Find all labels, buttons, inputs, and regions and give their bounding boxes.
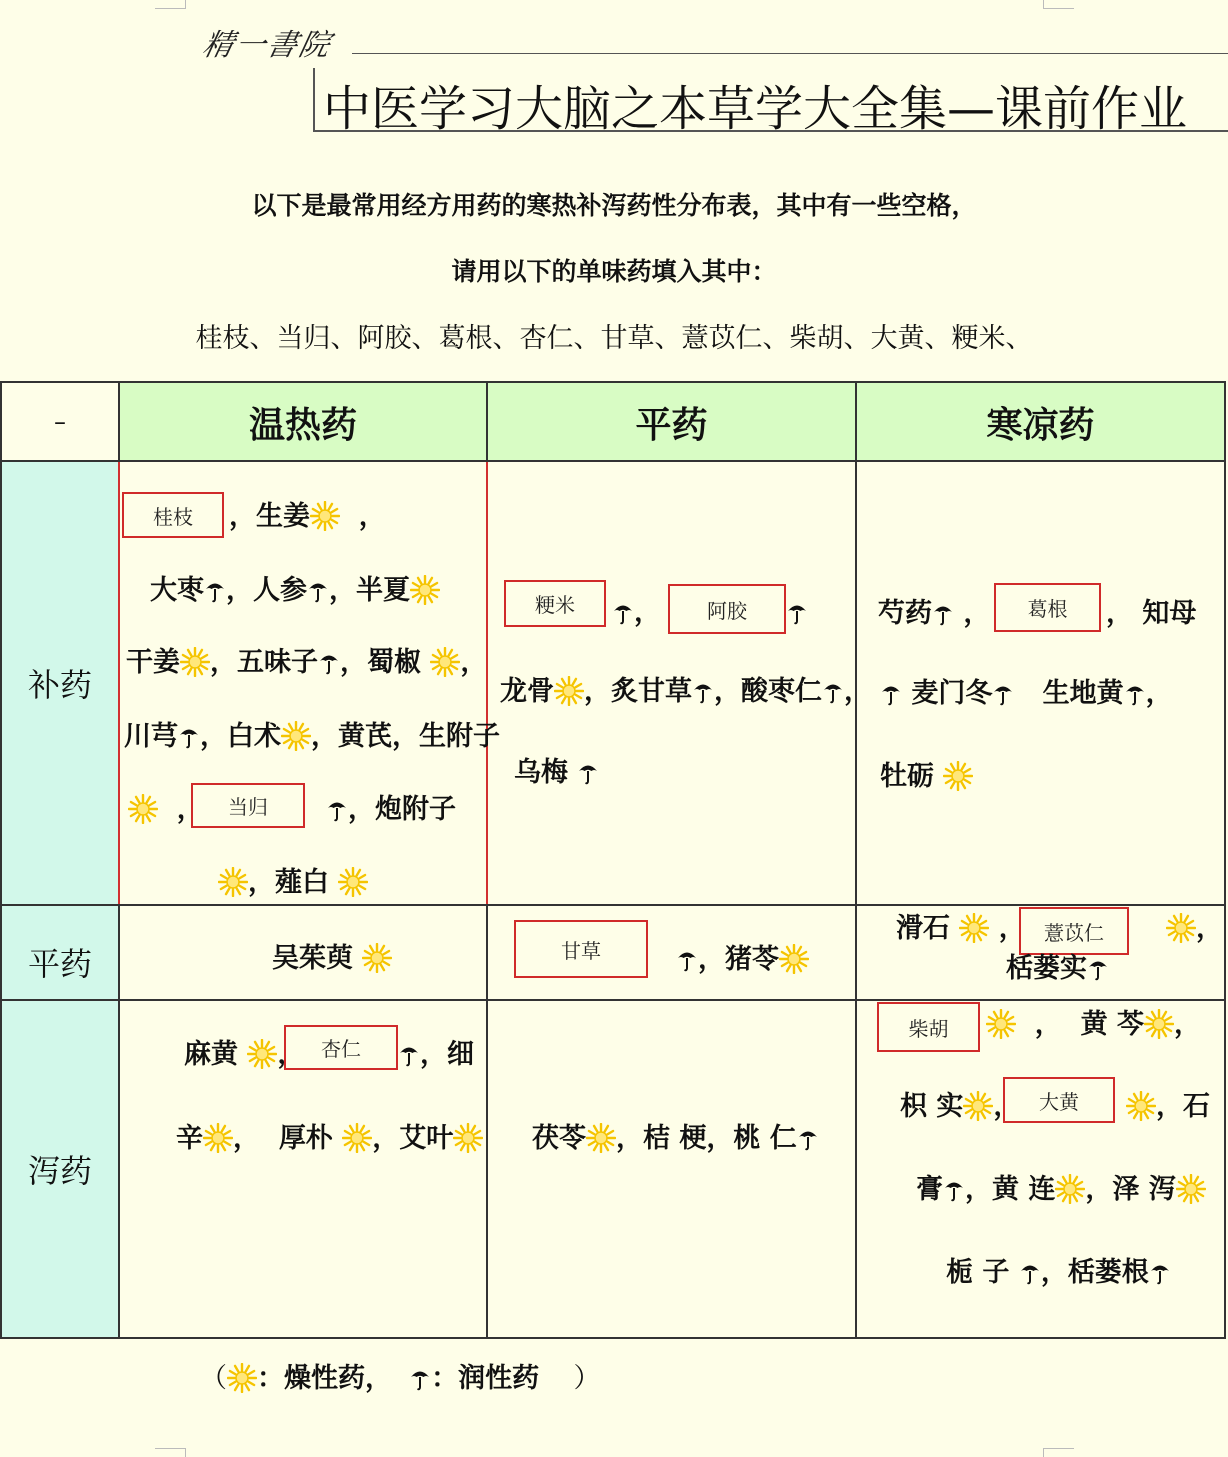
umbrella-icon bbox=[577, 761, 599, 785]
umbrella-icon bbox=[318, 651, 340, 675]
herb-suanzaoren: 酸枣仁 bbox=[741, 676, 822, 707]
sun-icon bbox=[362, 943, 392, 973]
sun-icon bbox=[247, 1039, 277, 1069]
herb-entry: ，生姜 ， bbox=[229, 501, 386, 532]
answer-box-dahuang[interactable]: 大黄 bbox=[1003, 1077, 1115, 1123]
row-label-neutral: 平药 bbox=[27, 944, 92, 983]
sun-icon bbox=[554, 676, 584, 706]
herb-zhishi: 枳 实 bbox=[900, 1091, 964, 1122]
sun-icon bbox=[430, 647, 460, 677]
herb-shaoyao: 芍药 bbox=[878, 598, 932, 629]
umbrella-icon bbox=[307, 579, 329, 603]
herb-mahuang: 麻黄 bbox=[184, 1039, 238, 1070]
herb-entry: ，炮附子 bbox=[326, 793, 456, 827]
herb-entry bbox=[1006, 952, 1109, 986]
umbrella-icon bbox=[1019, 1261, 1041, 1285]
intro-line-1: 以下是最常用经方用药的寒热补泻药性分布表，其中有一些空格， bbox=[251, 191, 977, 220]
herb-paofuzi: 炮附子 bbox=[375, 794, 456, 825]
sun-icon bbox=[338, 867, 368, 897]
umbrella-icon bbox=[326, 798, 348, 822]
herb-dazao: 大枣 bbox=[150, 575, 204, 606]
herb-ganjiang: 干姜 bbox=[126, 647, 180, 678]
herb-fuling: 茯苓 bbox=[532, 1123, 586, 1154]
herb-baizhu: 白术 bbox=[227, 721, 281, 752]
herb-zhimu: 知母 bbox=[1142, 598, 1197, 629]
umbrella-icon bbox=[992, 682, 1014, 706]
sun-icon bbox=[986, 1009, 1016, 1039]
sun-icon bbox=[1144, 1009, 1174, 1039]
sun-icon bbox=[410, 575, 440, 605]
column-header-warm: 温热药 bbox=[248, 404, 357, 446]
answer-box-gancao[interactable]: 甘草 bbox=[514, 920, 648, 978]
umbrella-icon bbox=[880, 682, 902, 706]
umbrella-icon bbox=[409, 1367, 431, 1391]
herb-entry: 膏 ，黄 连 ，泽 泻 bbox=[916, 1173, 1206, 1207]
legend bbox=[200, 1356, 601, 1395]
herb-gualougen: 栝蒌根 bbox=[1067, 1257, 1149, 1288]
herb-shengdihuang: 生地黄 bbox=[1042, 678, 1124, 709]
herb-entry bbox=[514, 756, 599, 790]
answer-box-yiyiren[interactable]: 薏苡仁 bbox=[1019, 907, 1129, 955]
herb-entry: ，石 bbox=[1126, 1090, 1210, 1124]
highlight-divider bbox=[486, 462, 488, 904]
legend-dry-label: ：燥性药， bbox=[257, 1363, 392, 1394]
answer-box-ejiao[interactable]: 阿胶 bbox=[668, 584, 786, 634]
herb-gao: 膏 bbox=[916, 1174, 943, 1205]
sun-icon bbox=[779, 944, 809, 974]
sun-icon bbox=[310, 501, 340, 531]
umbrella-icon bbox=[943, 1178, 965, 1202]
intro-herb-list: 桂枝、当归、阿胶、葛根、杏仁、甘草、薏苡仁、柴胡、大黄、粳米、 bbox=[195, 323, 1033, 354]
sun-icon bbox=[281, 721, 311, 751]
table-divider bbox=[855, 381, 857, 1339]
herb-shengfuzi: 生附子 bbox=[419, 721, 500, 752]
herb-zhizi: 栀 子 bbox=[946, 1257, 1010, 1288]
umbrella-icon bbox=[1124, 682, 1146, 706]
umbrella-icon bbox=[692, 680, 714, 704]
herb-chuanxiong: 川芎 bbox=[124, 721, 178, 752]
legend-moist-label: ：润性药 bbox=[431, 1363, 540, 1394]
herb-gualoushi: 栝蒌实 bbox=[1006, 953, 1087, 984]
herb-entry: ， bbox=[612, 596, 661, 630]
sun-icon bbox=[959, 913, 989, 943]
herb-zexie: 泽 泻 bbox=[1112, 1174, 1176, 1205]
sun-icon bbox=[218, 867, 248, 897]
herb-entry: 川芎 ，白术 ，黄芪，生附子 bbox=[124, 721, 500, 752]
sun-icon bbox=[943, 761, 973, 791]
herb-huanglian: 黄 连 bbox=[992, 1174, 1056, 1205]
table-corner: – bbox=[54, 408, 66, 436]
answer-box-danggui[interactable]: 当归 bbox=[191, 783, 305, 828]
sun-icon bbox=[227, 1363, 257, 1393]
herb-entry bbox=[786, 596, 808, 630]
herb-zhuling: 猪苓 bbox=[725, 944, 779, 975]
herb-longgu: 龙骨 bbox=[500, 676, 554, 707]
herb-entry: 麦门冬 生地黄 ， bbox=[880, 677, 1173, 711]
herb-wumei: 乌梅 bbox=[514, 757, 568, 788]
column-header-neutral: 平药 bbox=[635, 404, 708, 446]
umbrella-icon bbox=[1149, 1261, 1171, 1285]
herb-wuweizi: 五味子 bbox=[237, 647, 318, 678]
crop-mark bbox=[155, 0, 186, 9]
highlight-divider bbox=[118, 462, 120, 904]
herb-entry: 枳 实 ， bbox=[900, 1091, 1021, 1122]
herb-entry: 龙骨 ，炙甘草 ，酸枣仁 ， bbox=[500, 676, 871, 707]
sun-icon bbox=[180, 647, 210, 677]
herb-wuzhuyu: 吴茱萸 bbox=[272, 943, 353, 974]
table-divider bbox=[0, 904, 1226, 906]
herb-entry: 干姜 ，五味子 ，蜀椒 ， bbox=[126, 647, 488, 678]
sun-icon bbox=[1176, 1174, 1206, 1204]
logo-calligraphy: 精一書院 bbox=[199, 28, 335, 63]
umbrella-icon bbox=[676, 948, 698, 972]
row-label-tonify: 补药 bbox=[27, 666, 92, 704]
herb-entry: 茯苓 ，桔 梗，桃 仁 bbox=[532, 1122, 819, 1156]
row-label-purge: 泻药 bbox=[27, 1152, 92, 1190]
sun-icon bbox=[453, 1123, 483, 1153]
herb-entry: 麻黄 ， bbox=[184, 1039, 305, 1070]
umbrella-icon bbox=[204, 579, 226, 603]
herb-entry: ， bbox=[128, 793, 204, 827]
herb-xiebai: 薤白 bbox=[275, 867, 329, 898]
legend-open-paren: （ bbox=[200, 1363, 227, 1394]
herb-jiegeng: 桔 梗 bbox=[643, 1123, 707, 1154]
herb-shi: 石 bbox=[1183, 1091, 1210, 1122]
herb-shengjiang: 生姜 bbox=[256, 501, 310, 532]
sun-icon bbox=[1055, 1174, 1085, 1204]
sun-icon bbox=[963, 1091, 993, 1121]
herb-entry: ，猪苓 bbox=[676, 943, 809, 977]
sun-icon bbox=[128, 794, 158, 824]
herb-entry bbox=[880, 760, 973, 794]
herb-renshen: 人参 bbox=[253, 575, 307, 606]
herb-xi: 细 bbox=[447, 1039, 474, 1070]
herb-entry: ，薤白 bbox=[218, 866, 368, 900]
herb-huangqi: 黄芪 bbox=[338, 721, 392, 752]
umbrella-icon bbox=[797, 1127, 819, 1151]
herb-zhigancao: 炙甘草 bbox=[611, 676, 692, 707]
herb-entry: ， bbox=[1166, 912, 1223, 946]
answer-box-guizhi[interactable]: 桂枝 bbox=[122, 492, 224, 538]
intro-line-2: 请用以下的单味药填入其中： bbox=[451, 257, 777, 286]
herb-banxia: 半夏 bbox=[356, 575, 410, 606]
herb-entry: 芍药 ， bbox=[878, 598, 991, 629]
herb-entry: 栀 子 ，栝蒌根 bbox=[946, 1256, 1171, 1290]
herb-entry: ，细 bbox=[398, 1038, 474, 1072]
herb-muli: 牡砺 bbox=[880, 761, 934, 792]
herb-entry: ， 知母 bbox=[1106, 598, 1197, 629]
table-divider bbox=[0, 999, 1226, 1001]
crop-mark bbox=[1043, 0, 1074, 9]
herb-xin: 辛 bbox=[176, 1123, 203, 1154]
header-rule bbox=[352, 53, 1228, 54]
answer-box-xingren[interactable]: 杏仁 bbox=[284, 1025, 398, 1070]
herb-entry: 辛 ， 厚朴 ，艾叶 bbox=[176, 1122, 483, 1156]
herb-entry: 滑石 ， bbox=[896, 913, 1026, 944]
sun-icon bbox=[342, 1123, 372, 1153]
umbrella-icon bbox=[822, 680, 844, 704]
umbrella-icon bbox=[786, 601, 808, 625]
umbrella-icon bbox=[932, 602, 954, 626]
herb-maimendong: 麦门冬 bbox=[911, 678, 993, 709]
umbrella-icon bbox=[398, 1043, 420, 1067]
herb-entry: 大枣 ，人参 ，半夏 bbox=[150, 574, 440, 608]
herb-aiye: 艾叶 bbox=[399, 1123, 454, 1154]
sun-icon bbox=[1126, 1091, 1156, 1121]
answer-box-chaihu[interactable]: 柴胡 bbox=[877, 1002, 980, 1052]
column-header-cold: 寒凉药 bbox=[986, 404, 1095, 446]
sun-icon bbox=[203, 1123, 233, 1153]
herb-entry: ， 黄 芩 ， bbox=[986, 1008, 1201, 1042]
sun-icon bbox=[586, 1123, 616, 1153]
herb-huashi: 滑石 bbox=[896, 913, 950, 944]
umbrella-icon bbox=[178, 725, 200, 749]
umbrella-icon bbox=[612, 601, 634, 625]
herb-huangqin: 黄 芩 bbox=[1080, 1009, 1145, 1040]
answer-box-gegen[interactable]: 葛根 bbox=[994, 583, 1101, 632]
herb-houpu: 厚朴 bbox=[278, 1123, 333, 1154]
sun-icon bbox=[1166, 913, 1196, 943]
legend-close-paren: ） bbox=[573, 1363, 601, 1394]
herb-entry bbox=[272, 942, 392, 976]
herb-shujiao: 蜀椒 bbox=[367, 647, 421, 678]
page-title: 中医学习大脑之本草学大全集—课前作业 bbox=[323, 81, 1188, 137]
herb-taoren: 桃 仁 bbox=[733, 1123, 797, 1154]
answer-box-jingmi[interactable]: 粳米 bbox=[504, 580, 606, 627]
umbrella-icon bbox=[1087, 957, 1109, 981]
